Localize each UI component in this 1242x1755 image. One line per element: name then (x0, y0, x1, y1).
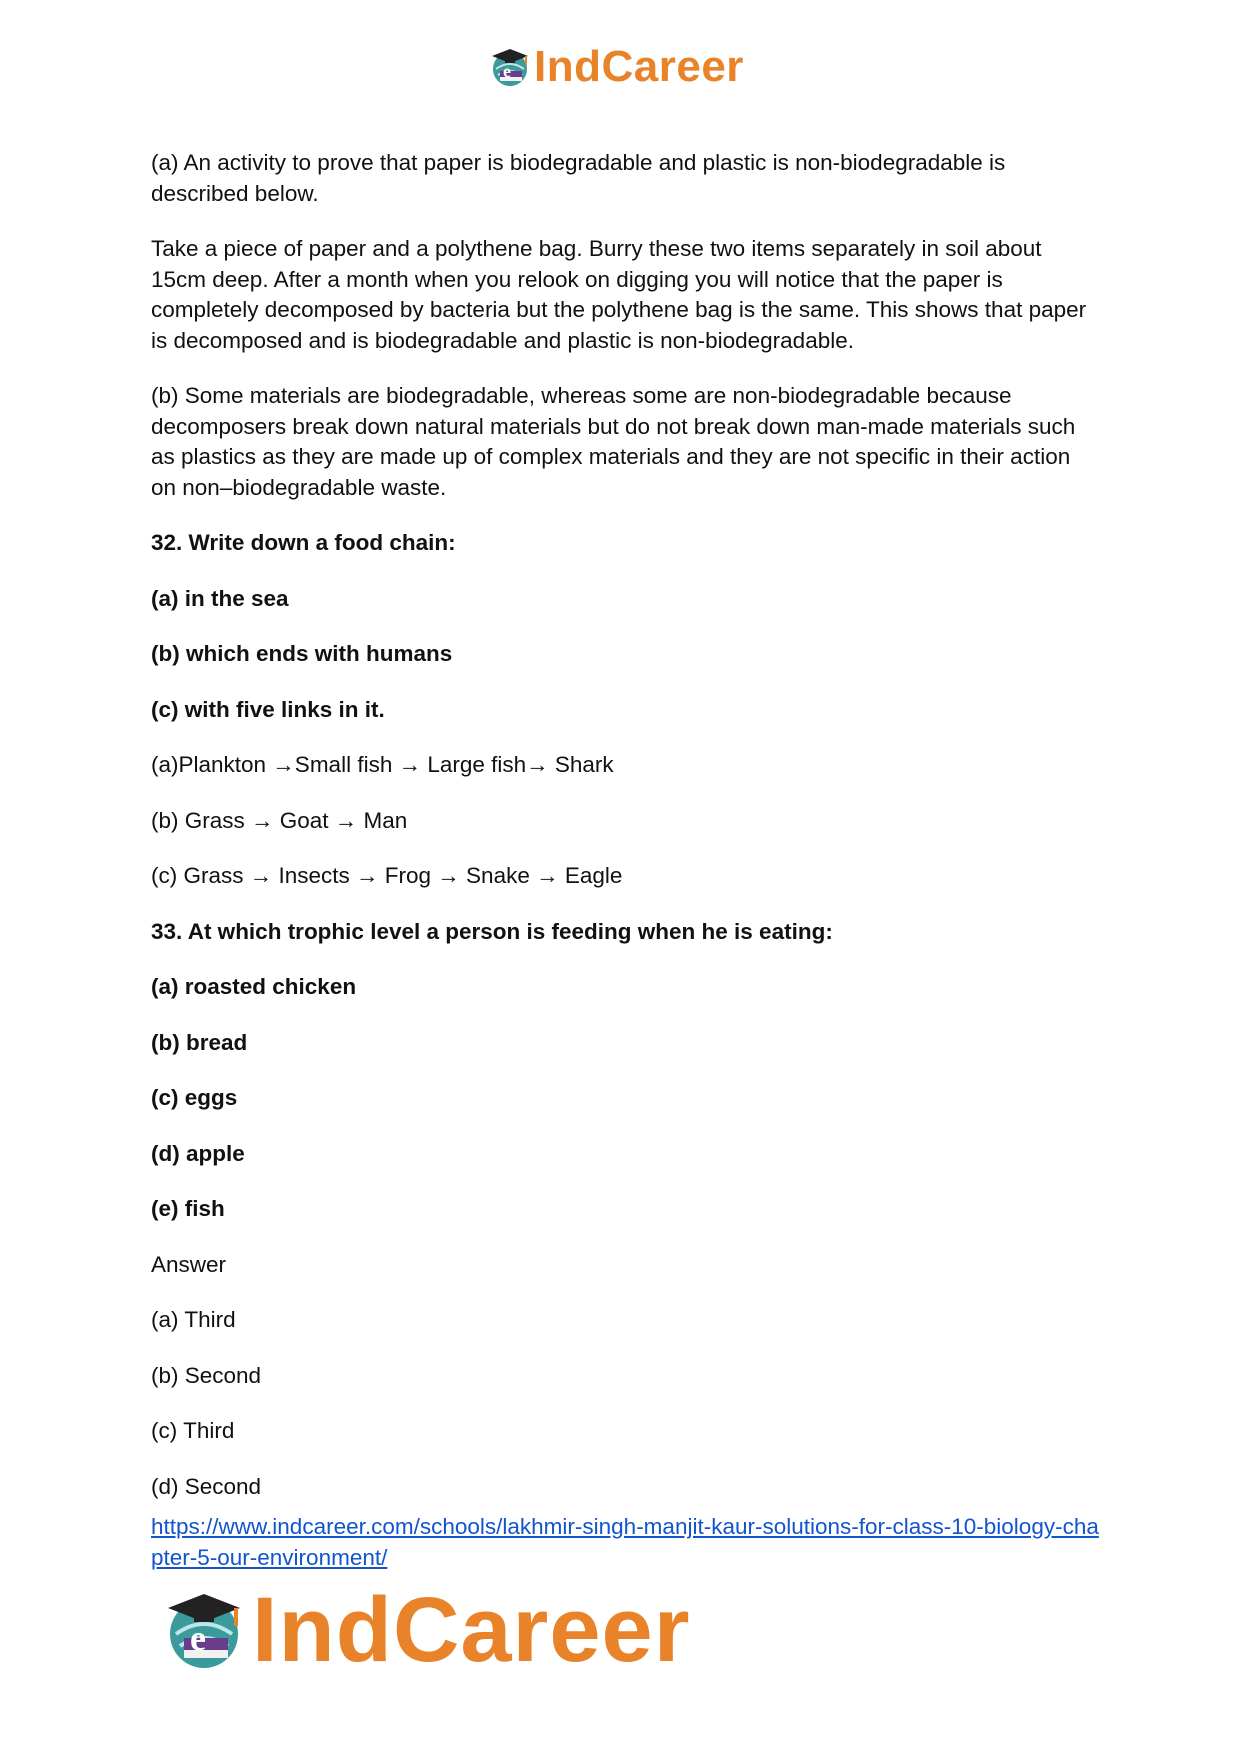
graduation-cap-globe-icon (160, 1586, 248, 1674)
header-logo (488, 42, 744, 92)
question-line: (c) with five links in it. (151, 696, 385, 722)
svg-text:e: e (503, 61, 511, 81)
question-line: 33. At which trophic level a person is feeding when he is eating: (151, 918, 833, 944)
question-line: (a) roasted chicken (151, 974, 357, 999)
question-line: (a) in the sea (151, 585, 289, 611)
paragraph: (a)Plankton →Small fish → Large fish→ Shark (151, 752, 614, 777)
question-line: (b) which ends with humans (151, 641, 453, 666)
paragraph: (c) Grass → Insects → Frog → Snake → Eagle (151, 863, 623, 888)
logo-wordmark: IndCareer (252, 1578, 691, 1681)
paragraph: (b) Grass → Goat → Man (151, 807, 408, 833)
svg-text:e: e (190, 1618, 206, 1658)
source-link[interactable]: https://www.indcareer.com/schools/lakhmir-singh-manjit-kaur-solutions-for-class-10-biology-chapter-5-our-environment/ (151, 1514, 1099, 1570)
paragraph: (a) Third (151, 1307, 236, 1332)
paragraph: (d) Second (151, 1473, 262, 1499)
graduation-cap-globe-icon (488, 45, 532, 89)
question-line: (c) eggs (151, 1085, 238, 1110)
logo-wordmark: IndCareer (534, 42, 744, 91)
question-line: (e) fish (151, 1196, 225, 1221)
paragraph: (b) Second (151, 1362, 262, 1388)
source-link-block (151, 1512, 1111, 1573)
paragraph: Answer (151, 1251, 227, 1277)
document-body (151, 148, 1101, 1527)
paragraph: (a) An activity to prove that paper is biodegradable and plastic is non-biodegradable is described below. (151, 150, 1006, 206)
footer-logo (160, 1580, 691, 1680)
question-line: (b) bread (151, 1029, 248, 1055)
paragraph: (c) Third (151, 1418, 235, 1443)
paragraph: (b) Some materials are biodegradable, whereas some are non-biodegradable because decomposers break down natural materials but do not break down man-made materials such as plastics as they are made up of complex materials and they are not specific in their action on non–biodegradable waste. (151, 383, 1076, 500)
question-line: (d) apple (151, 1140, 245, 1166)
question-line: 32. Write down a food chain: (151, 530, 456, 555)
paragraph: Take a piece of paper and a polythene bag. Burry these two items separately in soil about 15cm deep. After a month when you relook on digging you will notice that the paper is completely decomposed by bacteria but the polythene bag is the same. This shows that paper is decomposed and is biodegradable and plastic is non-biodegradable. (151, 236, 1087, 353)
